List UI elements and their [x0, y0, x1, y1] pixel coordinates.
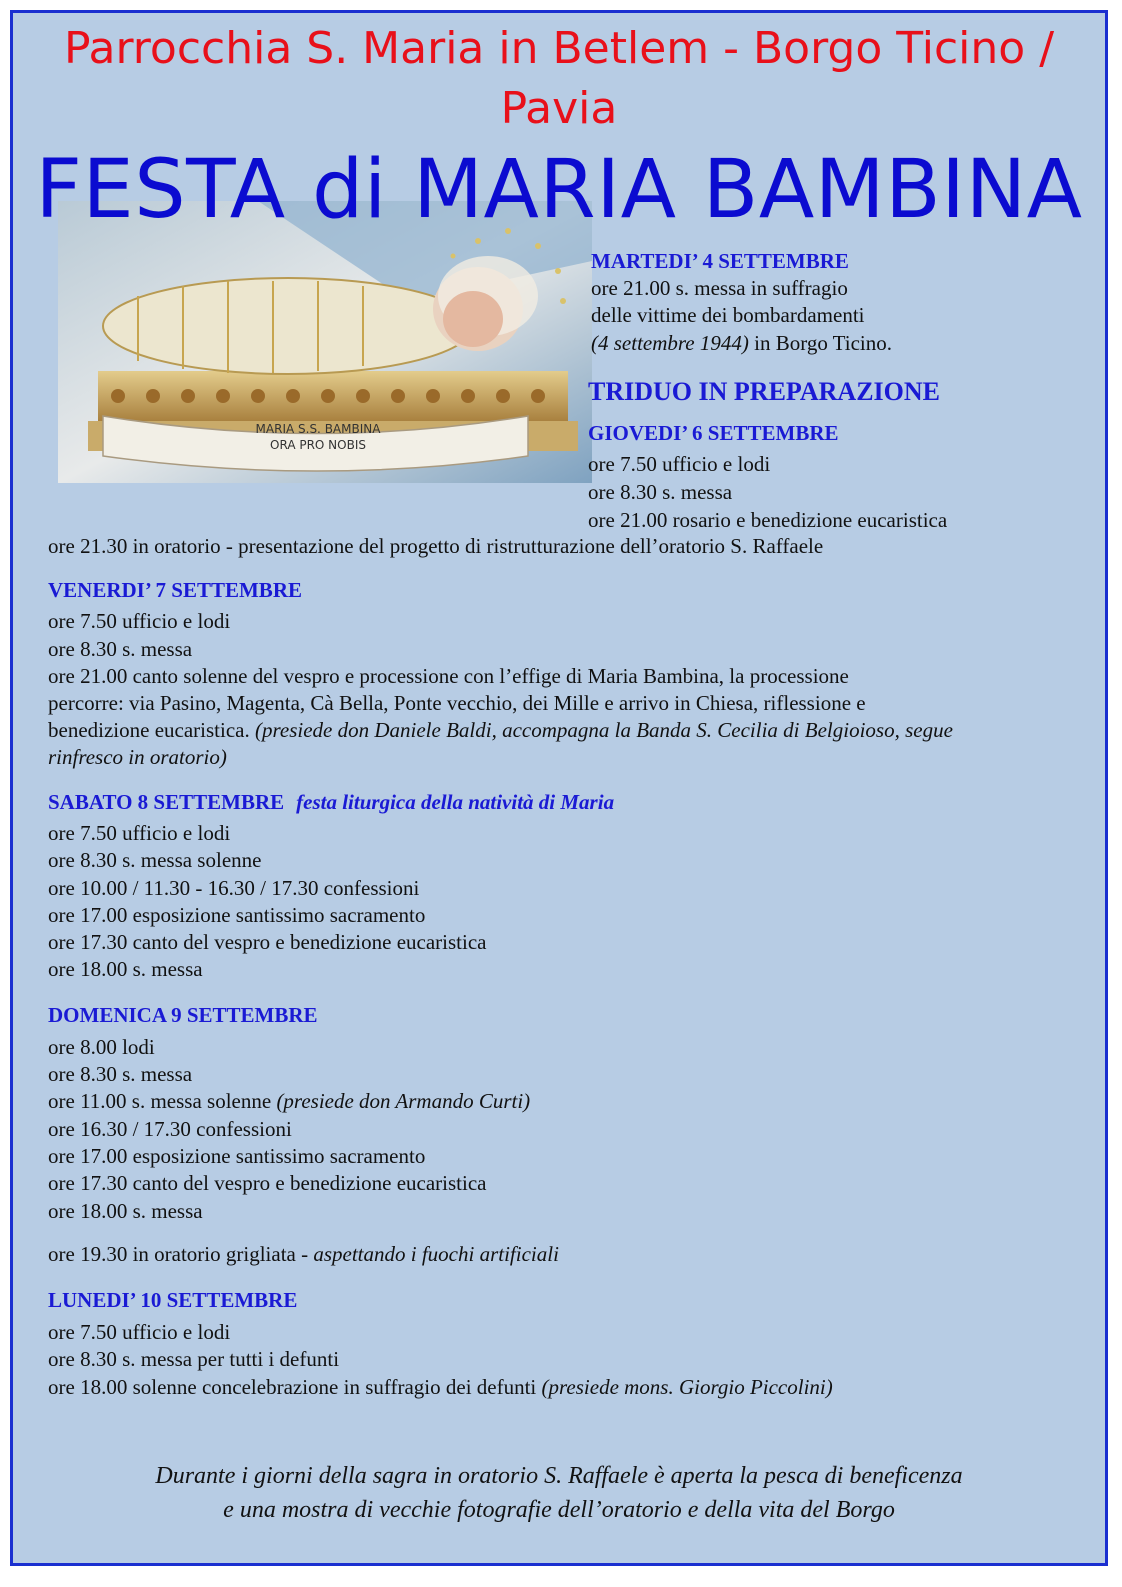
domenica-line-7: ore 18.00 s. messa [48, 1199, 203, 1223]
lunedi-line-1: ore 7.50 ufficio e lodi [48, 1320, 231, 1344]
domenica-heading: DOMENICA 9 SETTEMBRE [48, 1003, 318, 1027]
venerdi-heading: VENERDI’ 7 SETTEMBRE [48, 578, 302, 602]
sabato-heading-row [48, 790, 614, 815]
domenica-line-4: ore 16.30 / 17.30 confessioni [48, 1117, 292, 1141]
sabato-line-1: ore 7.50 ufficio e lodi [48, 821, 231, 845]
venerdi-line-3: ore 21.00 canto solenne del vespro e processione con l’effige di Maria Bambina, la processione [48, 664, 849, 688]
giovedi-line-1: ore 7.50 ufficio e lodi [588, 452, 771, 476]
domenica-line-5: ore 17.00 esposizione santissimo sacramento [48, 1144, 426, 1168]
parish-name-line1: Parrocchia S. Maria in Betlem - Borgo Ticino / [63, 23, 1055, 74]
flyer-page [10, 10, 1108, 1566]
sabato-line-2: ore 8.30 s. messa solenne [48, 848, 262, 872]
venerdi-line-4: percorre: via Pasino, Magenta, Cà Bella, Ponte vecchio, dei Mille e arrivo in Chiesa, riflessione e [48, 691, 866, 715]
domenica-grigliata [48, 1242, 559, 1267]
sabato-line-4: ore 17.00 esposizione santissimo sacramento [48, 903, 426, 927]
grigliata-note: aspettando i fuochi artificiali [313, 1242, 559, 1266]
sabato-line-3: ore 10.00 / 11.30 - 16.30 / 17.30 confessioni [48, 876, 420, 900]
venerdi-line-2: ore 8.30 s. messa [48, 637, 193, 661]
venerdi-benedizione: benedizione eucaristica. [48, 718, 255, 742]
lunedi-line-2: ore 8.30 s. messa per tutti i defunti [48, 1347, 340, 1371]
triduo-heading: TRIDUO IN PREPARAZIONE [588, 377, 940, 406]
domenica-messa-solenne: ore 11.00 s. messa solenne [48, 1089, 277, 1113]
venerdi-note-2: rinfresco in oratorio) [48, 745, 227, 769]
domenica-line-2: ore 8.30 s. messa [48, 1062, 193, 1086]
giovedi-line-3: ore 21.00 rosario e benedizione eucaristica [588, 508, 948, 532]
sabato-subtitle: festa liturgica della natività di Maria [296, 790, 615, 814]
grigliata-text: ore 19.30 in oratorio grigliata - [48, 1242, 314, 1266]
martedi-line-2: delle vittime dei bombardamenti [591, 303, 865, 327]
domenica-line-6: ore 17.30 canto del vespro e benedizione eucaristica [48, 1171, 487, 1195]
martedi-date-note: (4 settembre 1944) [591, 331, 749, 355]
maria-bambina-image [58, 201, 592, 483]
domenica-line-3 [48, 1089, 530, 1114]
domenica-note-1100: (presiede don Armando Curti) [276, 1089, 531, 1113]
lunedi-heading: LUNEDI’ 10 SETTEMBRE [48, 1288, 298, 1312]
image-banner-line2: ORA PRO NOBIS [270, 438, 366, 452]
venerdi-line-1: ore 7.50 ufficio e lodi [48, 609, 231, 633]
venerdi-note-1: (presiede don Daniele Baldi, accompagna la Banda S. Cecilia di Belgioioso, segue [254, 718, 953, 742]
image-banner-line1: MARIA S.S. BAMBINA [255, 422, 381, 436]
lunedi-line-3 [48, 1375, 833, 1400]
sabato-heading: SABATO 8 SETTEMBRE [48, 790, 285, 814]
martedi-heading: MARTEDI’ 4 SETTEMBRE [591, 249, 849, 273]
martedi-line-1: ore 21.00 s. messa in suffragio [591, 276, 848, 300]
venerdi-line-5 [48, 718, 953, 743]
parish-name-line2: Pavia [500, 83, 618, 134]
giovedi-line-2: ore 8.30 s. messa [588, 480, 733, 504]
lunedi-concelebrazione: ore 18.00 solenne concelebrazione in suffragio dei defunti [48, 1375, 542, 1399]
domenica-line-1: ore 8.00 lodi [48, 1035, 155, 1059]
footer-line-2: e una mostra di vecchie fotografie dell’oratorio e della vita del Borgo [223, 1497, 895, 1523]
martedi-line-3 [591, 331, 892, 356]
lunedi-note: (presiede mons. Giorgio Piccolini) [541, 1375, 833, 1399]
giovedi-line-4: ore 21.30 in oratorio - presentazione del progetto di ristrutturazione dell’oratorio S. Raffaele [48, 534, 824, 558]
giovedi-heading: GIOVEDI’ 6 SETTEMBRE [588, 421, 839, 445]
festa-title: FESTA di MARIA BAMBINA [35, 143, 1083, 237]
sabato-line-5: ore 17.30 canto del vespro e benedizione eucaristica [48, 930, 487, 954]
sabato-line-6: ore 18.00 s. messa [48, 957, 203, 981]
martedi-place: in Borgo Ticino. [748, 331, 893, 355]
footer-line-1: Durante i giorni della sagra in oratorio S. Raffaele è aperta la pesca di beneficenza [155, 1463, 963, 1489]
